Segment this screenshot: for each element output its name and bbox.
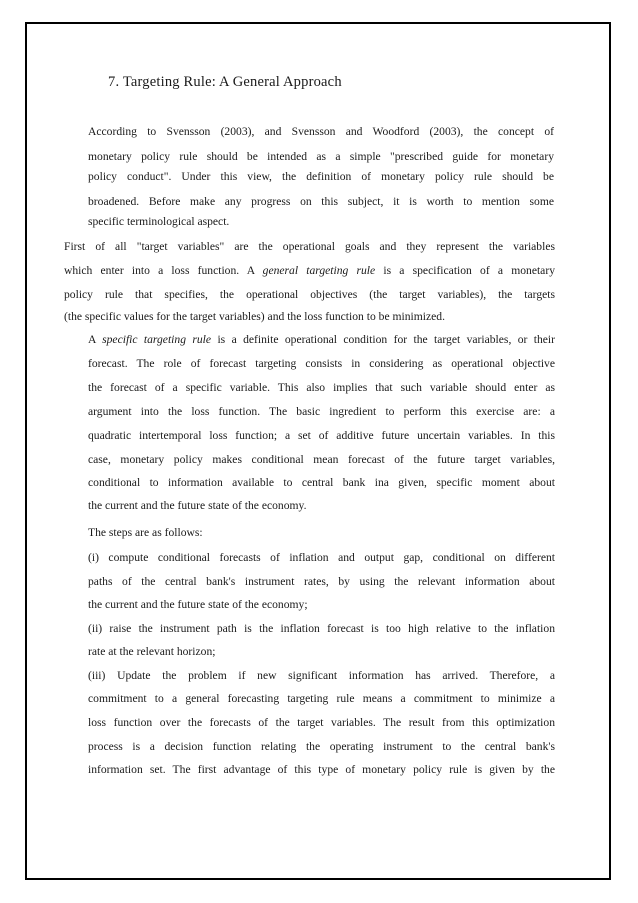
paragraph-line: (the specific values for the target variables) and the loss function to be minimized. (64, 310, 445, 323)
paragraph-line: According to Svensson (2003), and Svensson and Woodford (2003), the concept of (88, 125, 554, 138)
paragraph-line: monetary policy rule should be intended as a simple "prescribed guide for monetary (88, 150, 554, 163)
steps-line: loss function over the forecasts of the target variables. The result from this optimization (88, 716, 555, 729)
paragraph-line: argument into the loss function. The basic ingredient to perform this exercise are: a (88, 405, 555, 418)
steps-line: rate at the relevant horizon; (88, 645, 216, 658)
paragraph-line: broadened. Before make any progress on this subject, it is worth to mention some (88, 195, 554, 208)
steps-line: commitment to a general forecasting targeting rule means a commitment to minimize a (88, 692, 555, 705)
steps-line: (i) compute conditional forecasts of inflation and output gap, conditional on different (88, 551, 555, 564)
steps-line: information set. The first advantage of this type of monetary policy rule is given by the (88, 763, 555, 776)
paragraph-line: policy conduct". Under this view, the definition of monetary policy rule should be (88, 170, 554, 183)
paragraph-line: conditional to information available to central bank ina given, specific moment about (88, 476, 555, 489)
section-heading: 7. Targeting Rule: A General Approach (108, 74, 342, 90)
steps-line: paths of the central bank's instrument rates, by using the relevant information about (88, 575, 555, 588)
text-run: is a specification of a monetary (383, 264, 555, 277)
steps-line: process is a decision function relating the operating instrument to the central bank's (88, 740, 555, 753)
steps-line: the current and the future state of the economy; (88, 598, 308, 611)
paragraph-line (64, 264, 555, 278)
italic-term: specific targeting rule (102, 333, 212, 346)
paragraph-line: case, monetary policy makes conditional mean forecast of the future target variables, (88, 453, 555, 466)
steps-line: (iii) Update the problem if new significant information has arrived. Therefore, a (88, 669, 555, 682)
steps-intro: The steps are as follows: (88, 526, 203, 539)
paragraph-line (88, 333, 555, 347)
paragraph-line: specific terminological aspect. (88, 215, 230, 228)
text-run: which enter into a loss function. A (64, 264, 255, 277)
text-run: A (88, 333, 96, 346)
paragraph-line: the forecast of a specific variable. This also implies that such variable should enter as (88, 381, 555, 394)
paragraph-line: forecast. The role of forecast targeting consists in considering as operational objective (88, 357, 555, 370)
italic-term: general targeting rule (262, 264, 376, 277)
text-run: is a definite operational condition for the target variables, or their (217, 333, 556, 346)
paragraph-line: First of all "target variables" are the operational goals and they represent the variables (64, 240, 555, 253)
steps-line: (ii) raise the instrument path is the inflation forecast is too high relative to the inflation (88, 622, 555, 635)
paragraph-line: the current and the future state of the economy. (88, 499, 307, 512)
paragraph-line: policy rule that specifies, the operational objectives (the target variables), the targets (64, 288, 555, 301)
paragraph-line: quadratic intertemporal loss function; a set of additive future uncertain variables. In this (88, 429, 555, 442)
